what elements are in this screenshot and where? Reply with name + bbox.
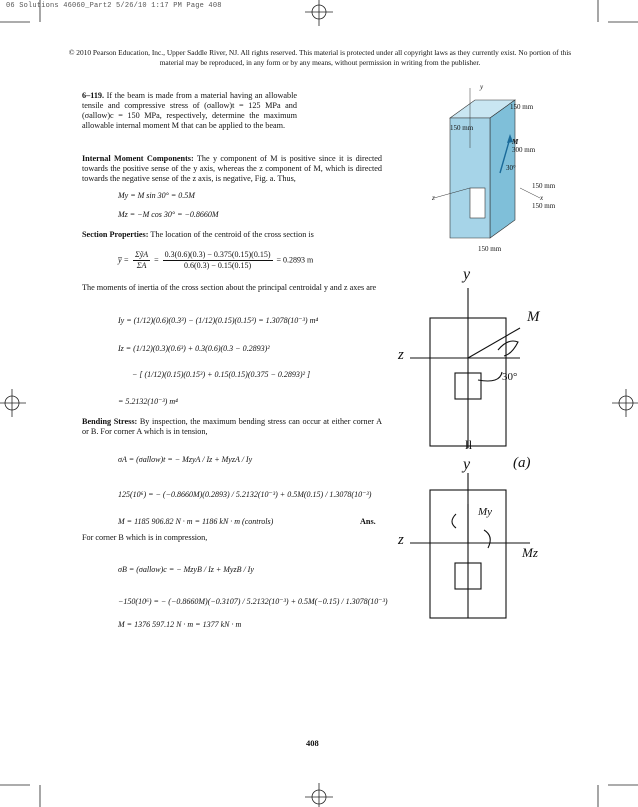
fig-dim-300: 300 mm: [512, 146, 536, 154]
ybar-den: ΣA: [136, 261, 147, 270]
bending-heading: Bending Stress:: [82, 417, 138, 426]
ybar-lhs: y̅ =: [118, 255, 129, 265]
sketch-y-bot: y: [463, 456, 471, 473]
internal-moment-heading: Internal Moment Components:: [82, 154, 194, 163]
eq-mz: Mz = −M cos 30° = −0.8660M: [118, 210, 219, 219]
sketch-mz: Mz: [522, 545, 538, 560]
eq-m-controls: M = 1185 906.82 N · m = 1186 kN · m (controls): [118, 517, 274, 526]
eq-125: 125(10⁶) = − (−0.8660M)(0.2893) / 5.2132(10⁻³) + 0.5M(0.15) / 1.3078(10⁻³): [118, 490, 372, 499]
sketch-y-top: y: [463, 266, 471, 283]
section-text: The location of the centroid of the cross section is: [150, 230, 314, 239]
eq-iz-3: = 5.2132(10⁻³) m⁴: [118, 397, 178, 406]
fig-dim-150-r1: 150 mm: [532, 182, 556, 190]
problem-text: If the beam is made from a material having an allowable tensile and compressive stress of (σallow)t = 125 MPa and (σallow)c = 150 MPa, respectively, determine the maximum allowable internal moment M that can be applied to the beam.: [82, 91, 297, 130]
eq-ybar: y̅ = $\frac{\text{ΣỹA}}{\Sigma A}$ = $\frac{0.3(0.6)(0.3) - 0.375(0.15)(0.15)}{0.6(0.3) - 0.15(0.15)}$ = 0.2893 m: [118, 250, 314, 270]
sketch-angle: 30°: [502, 371, 518, 383]
ybar-den2: 0.6(0.3) − 0.15(0.15): [184, 261, 252, 270]
page-number: 408: [306, 738, 319, 748]
bending-paragraph: [82, 417, 382, 437]
fig-dim-150-bot: 150 mm: [478, 245, 502, 253]
internal-moment-paragraph: [82, 154, 382, 184]
bending-text: By inspection, the maximum bending stress can occur at either corner A or B. For corner A which is in tension,: [82, 417, 382, 436]
eq-sigma-a: σA = (σallow)t = − MzyA / Iz + MyzA / Iy: [118, 455, 253, 464]
print-slug: 06 Solutions 46060_Part2 5/26/10 1:17 PM Page 408: [6, 2, 222, 10]
ybar-num2: 0.3(0.6)(0.3) − 0.375(0.15)(0.15): [164, 250, 271, 259]
sketch-eq: ll: [465, 437, 473, 452]
eq-iy: Iy = (1/12)(0.6)(0.3³) − (1/12)(0.15)(0.15³) = 1.3078(10⁻³) m⁴: [118, 316, 319, 325]
sketch-m: M: [527, 309, 540, 325]
ybar-num: ΣỹA: [134, 250, 149, 259]
eq-iz-2: − [ (1/12)(0.15)(0.15³) + 0.15(0.15)(0.375 − 0.2893)² ]: [132, 370, 311, 379]
eq-sigma-b: σB = (σallow)c = − MzyB / Iz + MyzB / Iy: [118, 565, 254, 574]
sketch-z-top: z: [398, 347, 404, 363]
sketch-label-a: (a): [513, 455, 531, 471]
problem-number: 6–119.: [82, 91, 105, 100]
fig-angle: 30°: [506, 164, 516, 172]
copyright-notice: © 2010 Pearson Education, Inc., Upper Saddle River, NJ. All rights reserved. This material is protected under all copyright laws as they currently exist. No portion of this material may be reproduced, in any form or by any means, without permission in writing from the publisher.: [68, 48, 572, 67]
section-heading: Section Properties:: [82, 230, 149, 239]
sketch-my: My: [478, 506, 493, 518]
fig-dim-150-top: 150 mm: [510, 103, 534, 111]
ybar-frac2: [163, 250, 273, 271]
internal-moment-text: The y component of M is positive since it is directed towards the positive sense of the y axis, whereas the z component of M, which is directed towards the negative sense of the z axis, is negative, Fig. a. Thus,: [82, 154, 383, 183]
fig-label-y: y: [480, 83, 484, 91]
eq-m-b: M = 1376 597.12 N · m = 1377 kN · m: [118, 620, 242, 629]
ybar-result: = 0.2893 m: [276, 255, 314, 265]
eq-iz-1: Iz = (1/12)(0.3)(0.6³) + 0.3(0.6)(0.3 − 0.2893)²: [118, 344, 270, 353]
fig-label-z: z: [432, 194, 435, 202]
beam-figure: [430, 88, 550, 263]
fig-dim-150-left: 150 mm: [450, 124, 474, 132]
sketch-z-bot: z: [398, 532, 404, 548]
eq-150: −150(10⁶) = − (−0.8660M)(−0.3107) / 5.2132(10⁻³) + 0.5M(−0.15) / 1.3078(10⁻³): [118, 597, 388, 606]
problem-statement: [82, 91, 297, 131]
fig-label-m: M: [512, 138, 519, 146]
ybar-frac: [133, 250, 150, 271]
eq-my: My = M sin 30° = 0.5M: [118, 191, 195, 200]
corner-b-text: For corner B which is in compression,: [82, 533, 208, 542]
answer-label: Ans.: [360, 517, 376, 526]
fig-dim-150-r2: 150 mm: [532, 202, 556, 210]
section-properties-paragraph: [82, 230, 382, 240]
moi-text: The moments of inertia of the cross section about the principal centroidal y and z axes are: [82, 283, 377, 292]
fig-label-x: x: [540, 194, 544, 202]
